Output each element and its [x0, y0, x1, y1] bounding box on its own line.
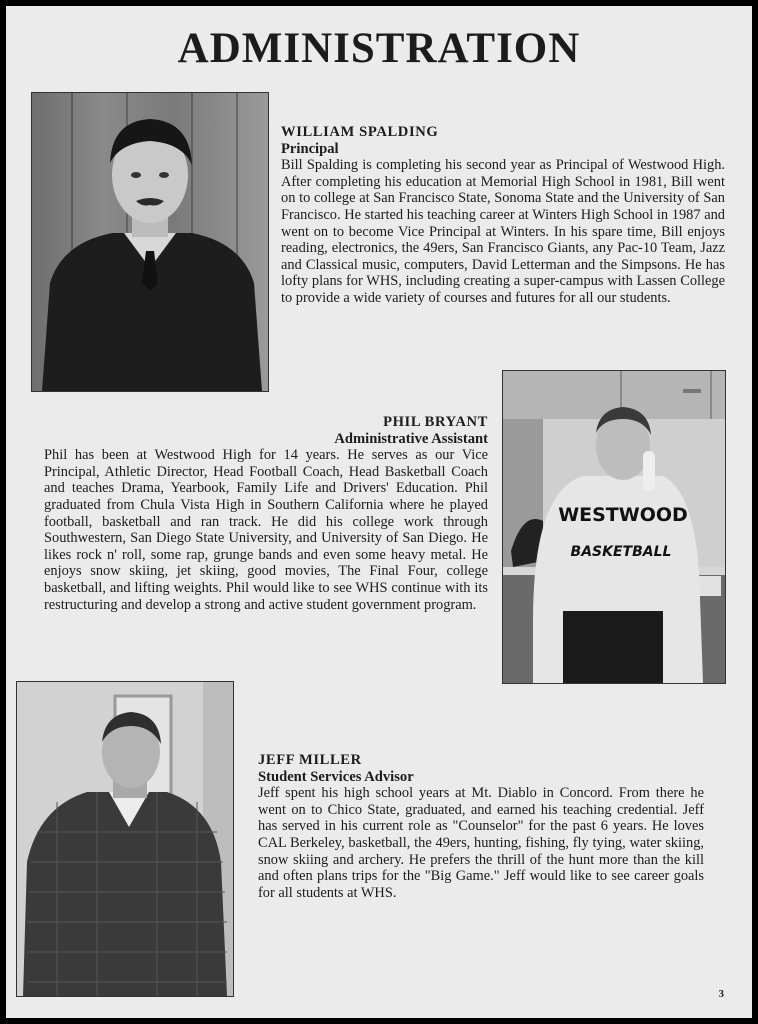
bio-phil-bryant — [44, 414, 488, 613]
portrait-spalding — [32, 93, 268, 391]
staff-name: JEFF MILLER — [258, 752, 362, 768]
photo-jeff-miller — [16, 681, 234, 997]
staff-name: PHIL BRYANT — [383, 414, 488, 430]
sweatshirt-text-basketball: BASKETBALL — [570, 544, 672, 560]
photo-phil-bryant — [502, 370, 726, 684]
portrait-miller — [17, 682, 233, 996]
photo-william-spalding — [31, 92, 269, 392]
staff-bio: Jeff spent his high school years at Mt. Diablo in Concord. From there he went on to Chico State, graduated, and earned his teaching credential. Jeff has served in his current role as "Counselor" for the past 6 years. He loves CAL Berkeley, basketball, the 49ers, hunting, fishing, fly tying, water skiing, snow skiing and archery. He prefers the thrill of the hunt more than the kill and often plans trips for the "Big Game." Jeff would like to see career goals for all students at WHS. — [258, 785, 704, 901]
staff-bio: Phil has been at Westwood High for 14 years. He serves as our Vice Principal, Athletic Director, Head Football Coach, Head Basketball Coach and teaches Drama, Yearbook, Family Life and Drivers' Education. Phil graduated from Chula Vista High in Southern California where he played football, basketball and ran track. He did his college work through Southwestern, San Diego State University, and University of San Diego. He likes rock n' roll, some rap, grunge bands and even some heavy metal. He enjoys snow skiing, jet skiing, good movies, The Final Four, college basketball, and lifting weights. Phil would like to see WHS continue with its restructuring and develop a strong and active student government program. — [44, 447, 488, 613]
sweatshirt-text-westwood: WESTWOOD — [558, 504, 688, 526]
page-title: ADMINISTRATION — [177, 25, 581, 72]
bio-jeff-miller — [258, 752, 704, 901]
staff-bio: Bill Spalding is completing his second year as Principal of Westwood High. After completing his education at Memorial High School in 1981, Bill went on to college at San Francisco State, Sonoma State and the University of San Francisco. He started his teaching career at Winters High School in 1987 and went on to become Vice Principal at Winters. In his spare time, Bill enjoys reading, electronics, the 49ers, San Francisco Giants, any Pac-10 Team, Jazz and Classical music, computers, David Letterman and the Simpsons. He has lofty plans for WHS, including creating a super-campus with Lassen College to provide a wide variety of courses and futures for all our students. — [281, 157, 725, 306]
staff-role: Administrative Assistant — [334, 430, 488, 447]
page-number: 3 — [718, 988, 724, 1000]
staff-name: WILLIAM SPALDING — [281, 124, 439, 140]
staff-role: Student Services Advisor — [258, 768, 414, 785]
bio-william-spalding — [281, 124, 725, 307]
yearbook-page — [6, 6, 752, 1018]
staff-role: Principal — [281, 140, 339, 157]
portrait-bryant — [503, 371, 725, 683]
